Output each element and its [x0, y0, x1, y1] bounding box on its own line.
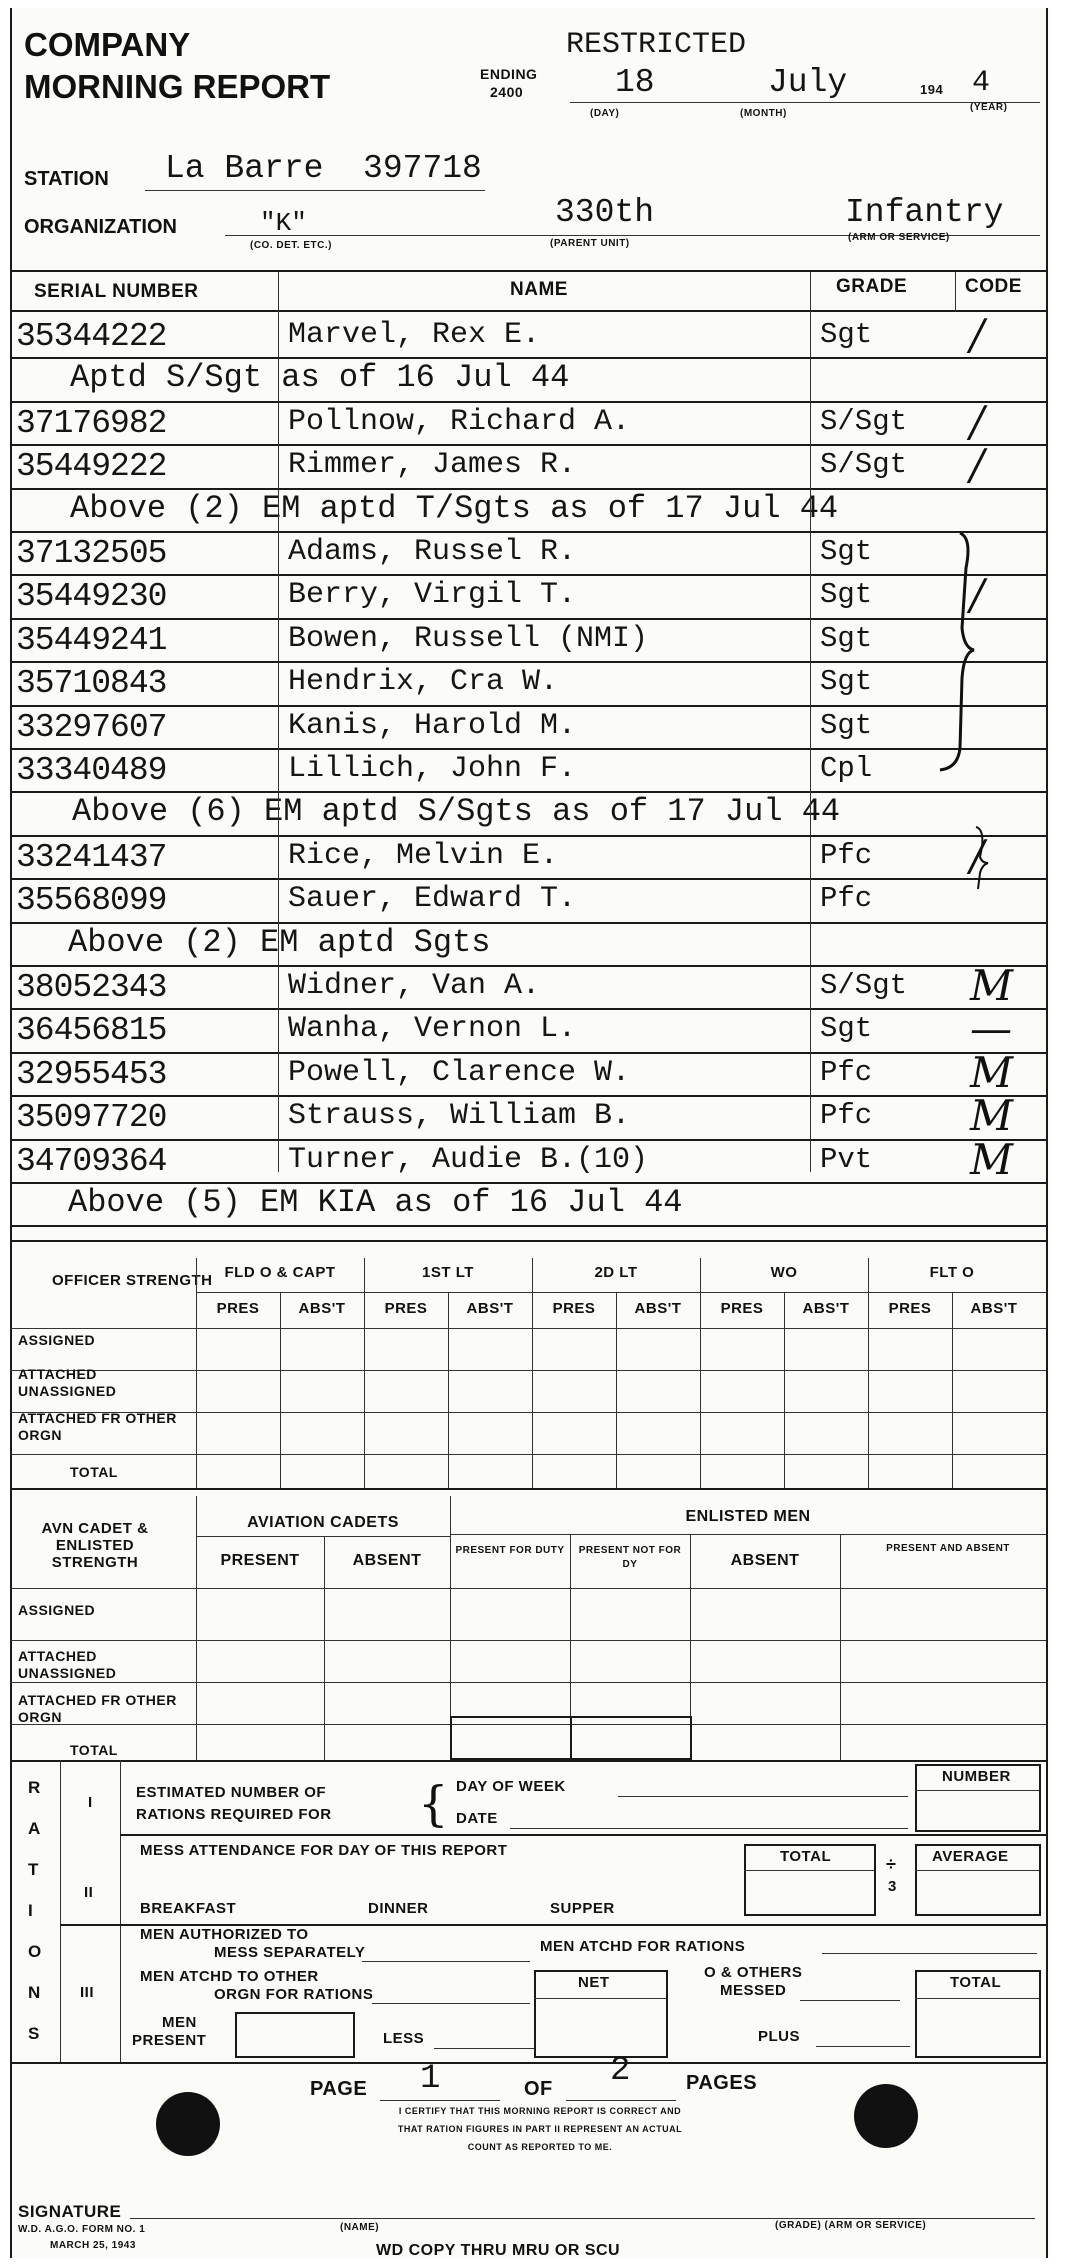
dinner-label: DINNER: [368, 1900, 429, 1917]
form-id: W.D. A.G.O. FORM NO. 1: [18, 2224, 146, 2235]
officer-sub-header: PRES: [720, 1300, 764, 1317]
men-atchd-other-label: MEN ATCHD TO OTHER: [140, 1968, 319, 1985]
net-label: NET: [578, 1974, 610, 1991]
enlisted-row-rule: [10, 1682, 1046, 1683]
station-label: STATION: [24, 168, 109, 190]
code-cell: —: [970, 1004, 1012, 1054]
year-prefix: 194: [920, 82, 944, 97]
average-box-rule: [915, 1870, 1039, 1871]
cadet-header-rule: [196, 1536, 450, 1537]
parent-unit-caption: (PARENT UNIT): [550, 238, 630, 249]
enlisted-strength-title: AVN CADET & ENLISTED STRENGTH: [41, 1520, 149, 1571]
officer-header-rule: [196, 1292, 1046, 1293]
rations-bottom-rule: [10, 2062, 1046, 2064]
rations-side-divider: [60, 1760, 61, 2062]
arm-caption: (ARM OR SERVICE): [848, 232, 950, 243]
officer-group-header: FLT O: [929, 1264, 975, 1281]
name-cell: Lillich, John F.: [288, 752, 577, 786]
enlisted-row-rule: [10, 1640, 1046, 1641]
serial-number-cell: 35449222: [16, 448, 167, 486]
signature-label: SIGNATURE: [18, 2202, 122, 2221]
rations-part-3: III: [80, 1984, 95, 2001]
officer-body-rule: [10, 1328, 1046, 1329]
mess-separately-label: MESS SEPARATELY: [214, 1944, 366, 1961]
less-line: [434, 2048, 534, 2049]
form-title-line2: MORNING REPORT: [24, 68, 331, 105]
personnel-row: [10, 830, 1046, 880]
ending-label: ENDING: [480, 66, 538, 82]
average-label: AVERAGE: [932, 1848, 1009, 1865]
name-cell: Turner, Audie B.(10): [288, 1142, 649, 1177]
officer-row-label: ASSIGNED: [18, 1332, 96, 1348]
remark-row: [10, 1184, 1046, 1227]
plus-line: [816, 2046, 910, 2047]
grade-cell: Pfc: [820, 882, 873, 916]
serial-number-cell: 35449241: [16, 621, 167, 659]
name-cell: Rice, Melvin E.: [288, 838, 559, 873]
enlisted-row-label: ASSIGNED: [18, 1602, 96, 1618]
grade-cell: Cpl: [820, 752, 873, 785]
officer-section-bottom: [10, 1488, 1046, 1490]
number-box-rule: [915, 1790, 1039, 1791]
messed-label: MESSED: [720, 1982, 787, 1999]
day-of-week-label: DAY OF WEEK: [456, 1778, 566, 1795]
estimated-label: ESTIMATED NUMBER OF: [136, 1784, 327, 1801]
rations-side-letter: R: [28, 1778, 41, 1797]
date-line: [510, 1828, 908, 1829]
men-atchd-for-rations-line: [822, 1953, 1037, 1954]
name-cell: Hendrix, Cra W.: [288, 665, 559, 700]
punch-hole-left: [156, 2092, 220, 2156]
men-present-box[interactable]: [235, 2012, 355, 2058]
present-for-duty-total-box[interactable]: [450, 1716, 572, 1760]
serial-number-cell: 35097720: [16, 1099, 167, 1137]
code-cell: M: [970, 1134, 1014, 1184]
less-label: LESS: [383, 2030, 425, 2047]
name-cell: Powell, Clarence W.: [288, 1055, 631, 1090]
officer-sub-divider: [952, 1292, 953, 1488]
personnel-row: [10, 707, 1046, 750]
officer-row-label: ATTACHED FR OTHER ORGN: [18, 1410, 177, 1443]
table-top-rule: [10, 270, 1046, 272]
present-not-for-duty-total-box[interactable]: [570, 1716, 692, 1760]
cadet-sub-divider: [324, 1536, 325, 1760]
wd-copy-label: WD COPY THRU MRU OR SCU: [376, 2242, 621, 2259]
enlisted-absent-header: ABSENT: [730, 1552, 800, 1569]
column-grade: GRADE: [836, 276, 908, 297]
enlisted-row-label: ATTACHED UNASSIGNED: [18, 1648, 117, 1681]
column-code: CODE: [965, 276, 1022, 297]
men-present-label-2: PRESENT: [132, 2032, 207, 2049]
remark-text: Aptd S/Sgt as of 16 Jul 44: [70, 359, 570, 397]
men-authorized-label: MEN AUTHORIZED TO: [140, 1926, 309, 1943]
breakfast-label: BREAKFAST: [140, 1900, 237, 1917]
remark-row: [10, 793, 1046, 836]
report-day: 18: [615, 64, 655, 101]
name-cell: Widner, Van A.: [288, 969, 541, 1003]
punch-hole-right: [854, 2084, 918, 2148]
men-atchd-for-rations-label: MEN ATCHD FOR RATIONS: [540, 1938, 746, 1955]
enlisted-row-label: ATTACHED FR OTHER ORGN: [18, 1692, 177, 1725]
name-cell: Berry, Virgil T.: [288, 578, 577, 613]
officer-sub-header: PRES: [384, 1300, 428, 1317]
officer-row-label: TOTAL: [70, 1464, 118, 1480]
rations-side-letter: S: [28, 2024, 40, 2043]
personnel-row: [10, 1047, 1046, 1097]
mess-total-label: TOTAL: [780, 1848, 832, 1865]
remark-text: Above (5) EM KIA as of 16 Jul 44: [68, 1184, 683, 1221]
page-label: PAGE: [310, 2078, 368, 2100]
grade-cell: Sgt: [820, 621, 873, 655]
serial-number-cell: 34709364: [16, 1142, 167, 1180]
grade-cell: Sgt: [820, 578, 873, 612]
remark-row: [10, 490, 1046, 533]
grade-cell: Sgt: [820, 708, 873, 742]
officer-sub-header: PRES: [552, 1300, 596, 1317]
serial-number-cell: 32955453: [16, 1055, 167, 1093]
serial-number-cell: 33340489: [16, 752, 167, 789]
remark-row: [10, 359, 1046, 402]
officer-sub-divider: [784, 1292, 785, 1488]
report-month: July: [768, 64, 848, 101]
remark-text: Above (2) EM aptd Sgts: [68, 923, 491, 961]
officer-sub-divider: [616, 1292, 617, 1488]
serial-number-cell: 35710843: [16, 665, 167, 703]
grade-cell: S/Sgt: [820, 969, 908, 1002]
column-name: NAME: [510, 279, 568, 300]
rations-side-letter: A: [28, 1819, 41, 1838]
serial-number-cell: 36456815: [16, 1012, 167, 1050]
organization-company: "K": [260, 208, 307, 238]
grade-cell: Pfc: [820, 1099, 873, 1133]
officer-section-top: [10, 1240, 1046, 1242]
rations-part-1: I: [88, 1794, 93, 1811]
certify-line-3: COUNT AS REPORTED TO ME.: [467, 2142, 613, 2152]
officer-sub-header: ABS'T: [802, 1300, 850, 1317]
name-cell: Marvel, Rex E.: [288, 318, 541, 352]
enlisted-sub-divider: [840, 1534, 841, 1760]
mess-separately-line: [362, 1961, 530, 1962]
personnel-row: [10, 663, 1046, 706]
code-cell: /: [970, 310, 985, 359]
row-rule: [10, 1225, 1046, 1227]
personnel-row: [10, 440, 1046, 490]
code-cell: /: [970, 396, 985, 446]
personnel-row: [10, 1004, 1046, 1054]
serial-number-cell: 37132505: [16, 535, 167, 572]
column-serial-number: SERIAL NUMBER: [34, 281, 199, 302]
rations-brace: {: [418, 1776, 449, 1832]
grade-cell: Sgt: [820, 665, 873, 699]
name-cell: Wanha, Vernon L.: [288, 1012, 577, 1047]
grade-cell: S/Sgt: [820, 404, 908, 438]
rations-part1-bottom: [120, 1834, 1046, 1836]
grade-cell: Sgt: [820, 1012, 873, 1046]
divide-three: 3: [888, 1878, 897, 1895]
net-box-rule: [534, 1998, 666, 1999]
rations-part-divider: [120, 1760, 121, 2062]
cadet-present-header: PRESENT: [220, 1552, 300, 1569]
rations-side-letter: I: [28, 1901, 34, 1920]
classification-stamp: RESTRICTED: [566, 28, 747, 62]
officer-sub-header: ABS'T: [298, 1300, 346, 1317]
enlisted-body-rule: [10, 1588, 1046, 1589]
present-and-absent-header: PRESENT AND ABSENT: [886, 1543, 1010, 1554]
grade-cell: Sgt: [820, 535, 873, 568]
plus-label: PLUS: [758, 2028, 801, 2045]
morning-report-form: [10, 8, 1050, 2258]
officer-group-header: 1ST LT: [422, 1264, 474, 1281]
grade-code-divider: [955, 272, 956, 312]
name-cell: Sauer, Edward T.: [288, 882, 577, 917]
page-total: 2: [610, 2052, 631, 2090]
grade-cell: Sgt: [820, 318, 873, 351]
orgn-for-rations-line: [372, 2003, 530, 2004]
aviation-cadets-header: AVIATION CADETS: [247, 1514, 399, 1531]
grade-caption: (GRADE) (ARM OR SERVICE): [775, 2220, 927, 2231]
rations-top-rule: [10, 1760, 1046, 1762]
form-date: MARCH 25, 1943: [50, 2240, 136, 2251]
ending-time: 2400: [490, 84, 524, 100]
organization-parent-unit: 330th: [555, 194, 655, 231]
page-number-line: [380, 2100, 500, 2101]
messed-line: [800, 2000, 900, 2001]
personnel-row: [10, 1134, 1046, 1184]
rations-side-letter: T: [28, 1860, 39, 1879]
certify-line-2: THAT RATION FIGURES IN PART II REPRESENT AN ACTUAL: [397, 2124, 683, 2134]
serial-number-cell: 35449230: [16, 578, 167, 616]
supper-label: SUPPER: [550, 1900, 615, 1917]
officer-sub-header: PRES: [888, 1300, 932, 1317]
serial-number-cell: 38052343: [16, 969, 167, 1006]
name-cell: Strauss, William B.: [288, 1099, 631, 1134]
pages-label: PAGES: [686, 2072, 758, 2094]
officer-sub-header: ABS'T: [466, 1300, 514, 1317]
date-label: DATE: [456, 1810, 498, 1827]
personnel-row: [10, 533, 1046, 576]
officer-sub-header: ABS'T: [634, 1300, 682, 1317]
company-caption: (CO. DET. ETC.): [250, 240, 332, 251]
mess-total-rule: [744, 1870, 874, 1871]
officer-row-rule: [10, 1454, 1046, 1455]
pfc-brace: [970, 823, 1010, 893]
enlisted-men-header: ENLISTED MEN: [685, 1508, 811, 1525]
rations-side-letter: N: [28, 1983, 41, 2002]
rations-part-2: II: [84, 1884, 94, 1901]
personnel-row: [10, 570, 1046, 620]
name-cell: Rimmer, James R.: [288, 448, 577, 483]
header-bottom-rule: [10, 310, 1046, 312]
day-of-week-line: [618, 1796, 908, 1797]
station-value: La Barre 397718: [165, 150, 482, 187]
grade-cell: Pfc: [820, 838, 873, 872]
personnel-row: [10, 310, 1046, 359]
form-title-line1: COMPANY: [24, 26, 191, 63]
remark-text: Above (6) EM aptd S/Sgts as of 17 Jul 44: [72, 793, 841, 831]
required-label: RATIONS REQUIRED FOR: [136, 1806, 332, 1823]
personnel-row: [10, 880, 1046, 923]
month-caption: (MONTH): [740, 108, 787, 119]
organization-label: ORGANIZATION: [24, 216, 177, 238]
day-caption: (DAY): [590, 108, 620, 119]
name-cell: Pollnow, Richard A.: [288, 404, 631, 439]
officer-group-header: 2D LT: [594, 1264, 638, 1281]
form-right-border: [1046, 8, 1048, 2258]
personnel-row: [10, 1091, 1046, 1141]
name-cell: Kanis, Harold M.: [288, 708, 577, 743]
men-present-label-1: MEN: [162, 2014, 197, 2031]
serial-number-cell: 35344222: [16, 318, 167, 355]
personnel-row: [10, 396, 1046, 446]
number-label: NUMBER: [942, 1768, 1011, 1785]
year-caption: (YEAR): [970, 102, 1008, 113]
enlisted-header-rule: [450, 1534, 1046, 1535]
name-caption: (NAME): [340, 2222, 380, 2233]
serial-number-cell: 33241437: [16, 838, 167, 876]
signature-line[interactable]: [130, 2218, 1035, 2219]
officer-sub-divider: [448, 1292, 449, 1488]
rations-side-letter: O: [28, 1942, 42, 1961]
code-cell: M: [970, 1091, 1014, 1141]
organization-arm: Infantry: [845, 194, 1004, 231]
officer-group-header: WO: [770, 1264, 798, 1281]
grade-cell: Pvt: [820, 1142, 873, 1176]
code-cell: /: [970, 830, 985, 880]
divide-sign: ÷: [886, 1854, 897, 1874]
rations-total-label: TOTAL: [950, 1974, 1002, 1991]
name-cell: Bowen, Russell (NMI): [288, 621, 649, 656]
remark-text: Above (2) EM aptd T/Sgts as of 17 Jul 44: [70, 489, 839, 527]
serial-number-cell: 33297607: [16, 708, 167, 746]
officer-sub-header: ABS'T: [970, 1300, 1018, 1317]
page-total-line: [566, 2100, 676, 2101]
code-cell: /: [970, 570, 985, 620]
present-not-for-duty-header: PRESENT NOT FOR DY: [578, 1545, 682, 1570]
enlisted-row-label: TOTAL: [70, 1742, 118, 1758]
mess-attendance-label: MESS ATTENDANCE FOR DAY OF THIS REPORT: [140, 1842, 508, 1859]
personnel-row: [10, 620, 1046, 663]
cadet-absent-header: ABSENT: [352, 1552, 422, 1569]
code-cell: M: [970, 1047, 1014, 1097]
officer-strength-title: OFFICER STRENGTH: [52, 1272, 213, 1289]
officer-group-header: FLD O & CAPT: [224, 1264, 336, 1281]
o-others-label: O & OTHERS: [704, 1964, 803, 1981]
name-cell: Adams, Russel R.: [288, 535, 577, 569]
station-underline: [145, 190, 485, 191]
officer-sub-header: PRES: [216, 1300, 260, 1317]
grade-cell: S/Sgt: [820, 448, 908, 482]
of-label: OF: [524, 2078, 553, 2100]
code-cell: M: [970, 961, 1014, 1010]
orgn-for-rations-label: ORGN FOR RATIONS: [214, 1986, 374, 2003]
year-digit: 4: [972, 66, 991, 100]
officer-row-label: ATTACHED UNASSIGNED: [18, 1366, 117, 1399]
personnel-row: [10, 961, 1046, 1010]
name-grade-divider: [810, 272, 811, 1172]
officer-sub-divider: [280, 1292, 281, 1488]
personnel-row: [10, 750, 1046, 793]
remark-row: [10, 924, 1046, 967]
certify-line-1: I CERTIFY THAT THIS MORNING REPORT IS CORRECT AND: [398, 2106, 682, 2116]
serial-number-cell: 37176982: [16, 404, 167, 442]
present-for-duty-header: PRESENT FOR DUTY: [455, 1545, 565, 1556]
page-number: 1: [420, 2060, 441, 2098]
serial-number-cell: 35568099: [16, 882, 167, 920]
grade-cell: Pfc: [820, 1055, 873, 1089]
code-cell: /: [970, 440, 985, 490]
serial-name-divider: [278, 272, 279, 1172]
rations-total-rule: [915, 1998, 1039, 1999]
grouping-brace: [910, 528, 990, 778]
